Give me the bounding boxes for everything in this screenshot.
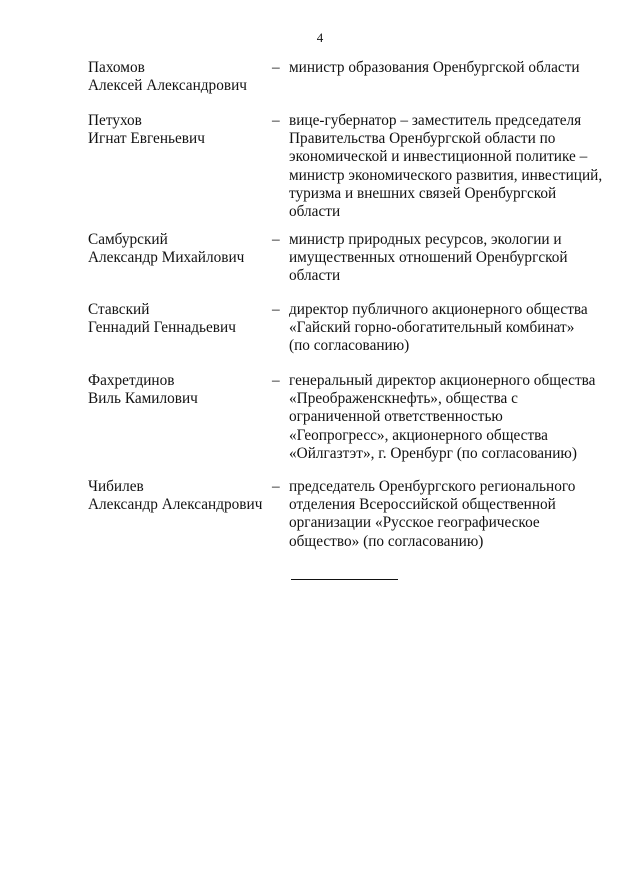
member-name bbox=[88, 478, 273, 514]
member-given-names: Игнат Евгеньевич bbox=[88, 130, 205, 148]
member-position bbox=[289, 478, 609, 551]
position-line: ограниченной ответственностью bbox=[289, 408, 503, 426]
position-line: организации «Русское географическое bbox=[289, 514, 540, 532]
member-given-names: Александр Михайлович bbox=[88, 249, 245, 267]
position-line: министр природных ресурсов, экологии и bbox=[289, 231, 562, 248]
member-surname: Ставский bbox=[88, 301, 150, 318]
member-position bbox=[289, 372, 609, 463]
position-line: области bbox=[289, 203, 341, 221]
member-name bbox=[88, 231, 273, 267]
position-line: (по согласованию) bbox=[289, 337, 410, 355]
member-name bbox=[88, 372, 273, 408]
position-line: «Преображенскнефть», общества с bbox=[289, 390, 518, 408]
position-line: генеральный директор акционерного общества bbox=[289, 372, 596, 389]
member-name bbox=[88, 112, 273, 148]
member-position bbox=[289, 112, 609, 221]
member-given-names: Алексей Александрович bbox=[88, 77, 247, 95]
position-line: экономической и инвестиционной политике – bbox=[289, 148, 588, 166]
position-line: министр экономического развития, инвестиций, bbox=[289, 166, 603, 184]
entry-dash: – bbox=[272, 301, 280, 318]
position-line: области bbox=[289, 267, 341, 285]
position-line: «Геопрогресс», акционерного общества bbox=[289, 426, 548, 444]
member-surname: Фахретдинов bbox=[88, 372, 175, 389]
member-given-names: Виль Камилович bbox=[88, 390, 198, 408]
position-line: «Гайский горно-обогатительный комбинат» bbox=[289, 319, 575, 337]
position-line: вице-губернатор – заместитель председателя bbox=[289, 112, 582, 129]
member-position bbox=[289, 231, 609, 286]
position-line: председатель Оренбургского регионального bbox=[289, 478, 576, 495]
member-position bbox=[289, 301, 609, 356]
member-surname: Чибилев bbox=[88, 478, 144, 495]
position-line: Правительства Оренбургской области по bbox=[289, 130, 556, 148]
member-surname: Самбурский bbox=[88, 231, 168, 248]
entry-dash: – bbox=[272, 59, 280, 76]
position-line: министр образования Оренбургской области bbox=[289, 59, 580, 76]
position-line: директор публичного акционерного общества bbox=[289, 301, 588, 318]
member-given-names: Геннадий Геннадьевич bbox=[88, 319, 236, 337]
page-number: 4 bbox=[316, 30, 324, 45]
entry-dash: – bbox=[272, 112, 280, 129]
member-position bbox=[289, 59, 609, 77]
member-surname: Пахомов bbox=[88, 59, 145, 76]
position-line: «Ойлгазтэт», г. Оренбург (по согласованию) bbox=[289, 444, 577, 462]
position-line: общество» (по согласованию) bbox=[289, 532, 484, 550]
entry-dash: – bbox=[272, 372, 280, 389]
position-line: имущественных отношений Оренбургской bbox=[289, 249, 568, 267]
member-name bbox=[88, 301, 273, 337]
entry-dash: – bbox=[272, 231, 280, 248]
member-name bbox=[88, 59, 273, 95]
member-surname: Петухов bbox=[88, 112, 142, 129]
position-line: отделения Всероссийской общественной bbox=[289, 496, 556, 514]
entry-dash: – bbox=[272, 478, 280, 495]
member-given-names: Александр Александрович bbox=[88, 496, 263, 514]
end-divider bbox=[291, 579, 398, 580]
position-line: туризма и внешних связей Оренбургской bbox=[289, 184, 557, 202]
